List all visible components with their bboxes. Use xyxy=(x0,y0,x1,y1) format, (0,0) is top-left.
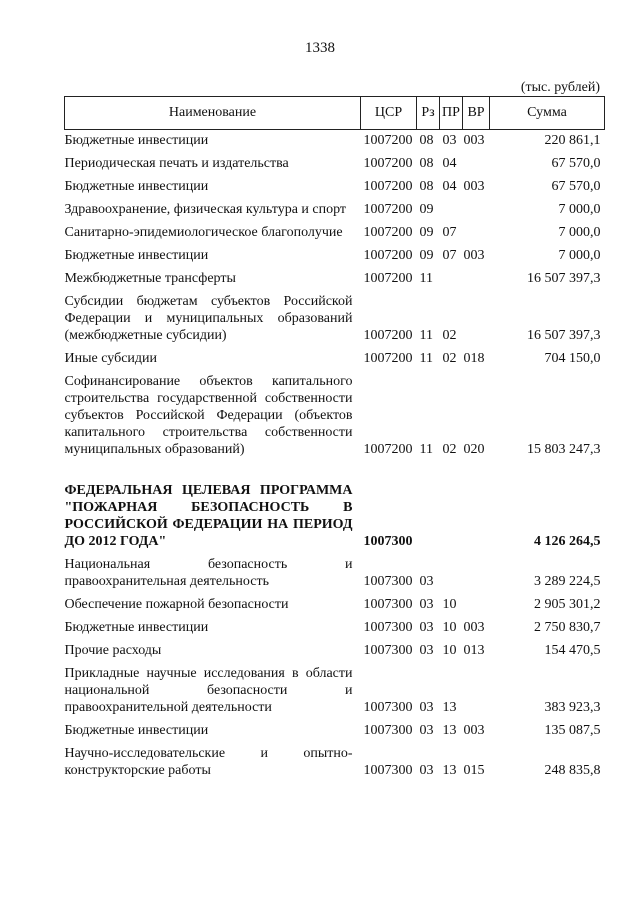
cell-pr: 10 xyxy=(442,597,457,612)
cell-rz: 11 xyxy=(419,351,433,366)
cell-vr: 018 xyxy=(463,351,485,366)
cell-name: Прикладные научные исследования в области национальной безопасности и правоохранительной деятельности xyxy=(64,666,353,715)
cell-sum: 704 150,0 xyxy=(544,351,601,366)
cell-pr: 07 xyxy=(442,248,457,263)
cell-pr: 04 xyxy=(442,156,457,171)
cell-sum: 67 570,0 xyxy=(551,156,601,171)
cell-name: Межбюджетные трансферты xyxy=(64,271,236,286)
cell-name: Бюджетные инвестиции xyxy=(64,723,209,738)
cell-csr: 1007300 xyxy=(363,620,413,635)
cell-rz: 09 xyxy=(419,202,434,217)
header-sum: Сумма xyxy=(490,97,605,130)
cell-vr: 003 xyxy=(463,723,485,738)
cell-sum: 135 087,5 xyxy=(544,723,601,738)
cell-pr: 04 xyxy=(442,179,457,194)
cell-csr: 1007200 xyxy=(363,248,413,263)
cell-csr: 1007200 xyxy=(363,225,413,240)
cell-csr: 1007300 xyxy=(363,763,413,778)
cell-csr: 1007200 xyxy=(363,328,413,343)
budget-table xyxy=(64,96,605,783)
table-row xyxy=(65,199,605,222)
cell-pr xyxy=(440,199,463,222)
cell-name: Научно-исследовательские и опытно-конструкторские работы xyxy=(64,746,353,778)
cell-rz: 11 xyxy=(419,442,433,457)
cell-pr: 02 xyxy=(442,328,457,343)
cell-csr: 1007200 xyxy=(363,442,413,457)
cell-sum: 248 835,8 xyxy=(544,763,601,778)
cell-rz: 08 xyxy=(419,156,434,171)
cell-sum: 7 000,0 xyxy=(558,202,601,217)
cell-name: Бюджетные инвестиции xyxy=(64,179,209,194)
table-body xyxy=(65,130,605,784)
cell-csr: 1007200 xyxy=(363,271,413,286)
cell-rz: 03 xyxy=(419,597,434,612)
cell-pr: 13 xyxy=(442,723,457,738)
cell-vr xyxy=(463,222,490,245)
cell-rz: 08 xyxy=(419,179,434,194)
cell-pr: 07 xyxy=(442,225,457,240)
cell-vr xyxy=(463,153,490,176)
header-rz: Рз xyxy=(417,97,440,130)
page-number: 1338 xyxy=(305,40,335,56)
table-row xyxy=(65,176,605,199)
table-row xyxy=(65,348,605,371)
cell-rz xyxy=(417,480,440,554)
cell-name: Здравоохранение, физическая культура и спорт xyxy=(64,202,347,217)
spacer-row xyxy=(65,462,605,480)
cell-name: Субсидии бюджетам субъектов Российской Федерации и муниципальных образований (межбюджетные субсидии) xyxy=(64,294,353,343)
cell-rz: 03 xyxy=(419,620,434,635)
cell-pr xyxy=(440,554,463,594)
table-row xyxy=(65,268,605,291)
cell-sum: 220 861,1 xyxy=(544,133,601,148)
cell-rz: 03 xyxy=(419,763,434,778)
cell-rz: 03 xyxy=(419,643,434,658)
table-row xyxy=(65,743,605,783)
cell-vr xyxy=(463,268,490,291)
table-row xyxy=(65,640,605,663)
cell-sum: 16 507 397,3 xyxy=(527,328,601,343)
cell-sum: 67 570,0 xyxy=(551,179,601,194)
cell-rz: 11 xyxy=(419,271,433,286)
table-row xyxy=(65,720,605,743)
cell-vr: 003 xyxy=(463,248,485,263)
cell-name: Национальная безопасность и правоохранительная деятельность xyxy=(64,557,353,589)
cell-vr: 015 xyxy=(463,763,485,778)
cell-sum: 15 803 247,3 xyxy=(527,442,601,457)
cell-sum: 2 750 830,7 xyxy=(534,620,601,635)
cell-rz: 09 xyxy=(419,225,434,240)
table-row xyxy=(65,617,605,640)
cell-name: Санитарно-эпидемиологическое благополучие xyxy=(64,225,343,240)
cell-name: Периодическая печать и издательства xyxy=(64,156,289,171)
cell-pr: 13 xyxy=(442,700,457,715)
header-pr: ПР xyxy=(440,97,463,130)
cell-vr xyxy=(463,199,490,222)
cell-sum: 154 470,5 xyxy=(544,643,601,658)
units-label: (тыс. рублей) xyxy=(520,80,600,95)
cell-pr: 02 xyxy=(442,351,457,366)
cell-csr: 1007200 xyxy=(363,133,413,148)
cell-csr: 1007200 xyxy=(363,179,413,194)
cell-csr: 1007200 xyxy=(363,202,413,217)
cell-sum: 7 000,0 xyxy=(558,225,601,240)
cell-name: Иные субсидии xyxy=(64,351,158,366)
cell-sum: 4 126 264,5 xyxy=(534,534,601,549)
cell-pr: 10 xyxy=(442,620,457,635)
cell-vr xyxy=(463,554,490,594)
cell-sum: 7 000,0 xyxy=(558,248,601,263)
cell-vr: 020 xyxy=(463,442,485,457)
cell-name: Прочие расходы xyxy=(64,643,162,658)
cell-vr: 003 xyxy=(463,179,485,194)
table-header-row xyxy=(65,97,605,130)
cell-rz: 03 xyxy=(419,700,434,715)
cell-sum: 16 507 397,3 xyxy=(527,271,601,286)
cell-rz: 08 xyxy=(419,133,434,148)
cell-csr: 1007300 xyxy=(363,700,413,715)
cell-csr: 1007200 xyxy=(363,351,413,366)
cell-pr xyxy=(440,268,463,291)
cell-vr xyxy=(463,594,490,617)
header-name: Наименование xyxy=(65,97,361,130)
cell-vr: 003 xyxy=(463,133,485,148)
cell-rz: 11 xyxy=(419,328,433,343)
table-row xyxy=(65,554,605,594)
table-row xyxy=(65,594,605,617)
header-vr: ВР xyxy=(463,97,490,130)
table-row xyxy=(65,663,605,720)
table-row xyxy=(65,153,605,176)
table-row xyxy=(65,480,605,554)
cell-csr: 1007200 xyxy=(363,156,413,171)
cell-csr: 1007300 xyxy=(363,534,413,549)
cell-name: ФЕДЕРАЛЬНАЯ ЦЕЛЕВАЯ ПРОГРАММА "ПОЖАРНАЯ БЕЗОПАСНОСТЬ В РОССИЙСКОЙ ФЕДЕРАЦИИ НА ПЕРИОД ДО 2012 ГОДА" xyxy=(64,483,353,549)
cell-pr xyxy=(440,480,463,554)
cell-vr xyxy=(463,291,490,348)
cell-sum: 3 289 224,5 xyxy=(534,574,601,589)
cell-csr: 1007300 xyxy=(363,643,413,658)
cell-vr: 013 xyxy=(463,643,485,658)
cell-pr: 13 xyxy=(442,763,457,778)
cell-sum: 2 905 301,2 xyxy=(534,597,601,612)
table-row xyxy=(65,130,605,154)
table-row xyxy=(65,371,605,462)
cell-pr: 03 xyxy=(442,133,457,148)
cell-name: Обеспечение пожарной безопасности xyxy=(64,597,289,612)
cell-csr: 1007300 xyxy=(363,597,413,612)
cell-name: Бюджетные инвестиции xyxy=(64,620,209,635)
cell-pr: 10 xyxy=(442,643,457,658)
cell-name: Софинансирование объектов капитального строительства государственной собственности субъектов Российской Федерации (объектов капитального строительства собственности муниципальных образований) xyxy=(64,374,353,457)
cell-csr: 1007300 xyxy=(363,723,413,738)
cell-rz: 03 xyxy=(419,723,434,738)
cell-sum: 383 923,3 xyxy=(544,700,601,715)
cell-csr: 1007300 xyxy=(363,574,413,589)
cell-rz: 03 xyxy=(419,574,434,589)
cell-rz: 09 xyxy=(419,248,434,263)
cell-name: Бюджетные инвестиции xyxy=(64,133,209,148)
header-csr: ЦСР xyxy=(361,97,417,130)
cell-name: Бюджетные инвестиции xyxy=(64,248,209,263)
cell-vr xyxy=(463,663,490,720)
table-row xyxy=(65,245,605,268)
table-row xyxy=(65,222,605,245)
cell-vr xyxy=(463,480,490,554)
cell-vr: 003 xyxy=(463,620,485,635)
cell-pr: 02 xyxy=(442,442,457,457)
table-row xyxy=(65,291,605,348)
